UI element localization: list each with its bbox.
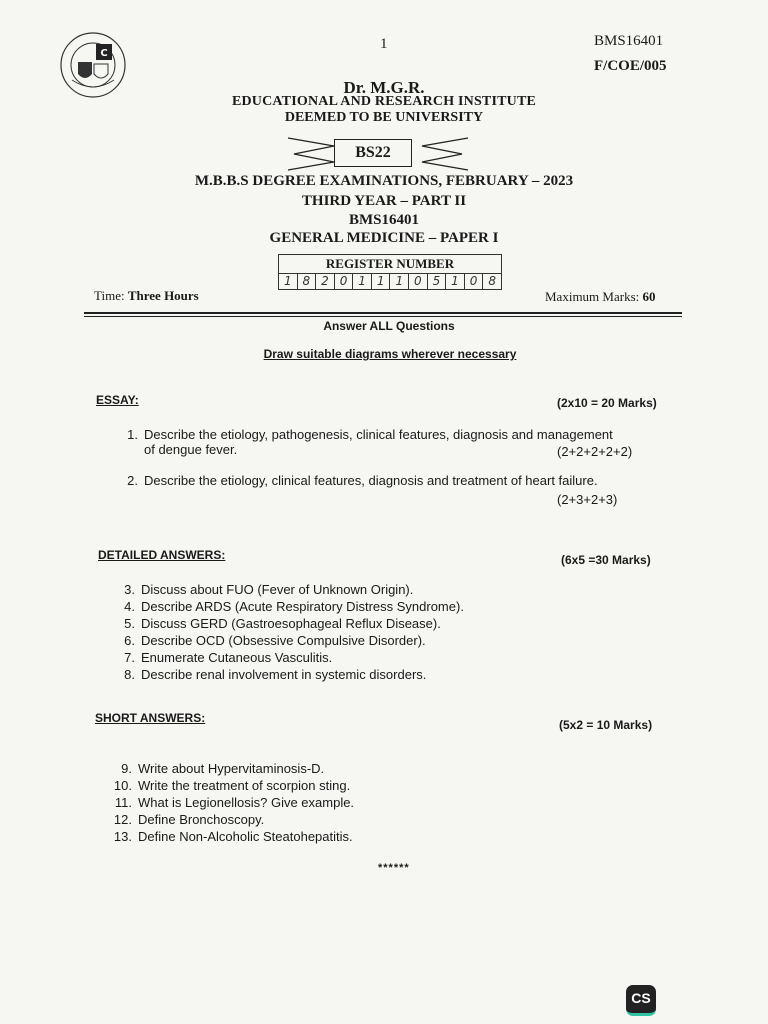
list-item <box>110 828 354 845</box>
question-number: 12. <box>113 812 132 827</box>
question-number: 11. <box>114 795 132 810</box>
question-number: 3. <box>124 582 135 597</box>
list-item <box>113 666 464 683</box>
register-number-digits <box>279 273 501 289</box>
register-digit: 0 <box>465 274 484 289</box>
question-text: Describe renal involvement in systemic disorders. <box>141 667 427 682</box>
header-divider-thin <box>84 316 682 317</box>
list-item <box>113 598 464 615</box>
register-digit: 8 <box>298 274 317 289</box>
header-divider <box>84 312 682 314</box>
question-2 <box>116 473 716 489</box>
question-text: Write the treatment of scorpion sting. <box>138 778 351 793</box>
question-text: Describe ARDS (Acute Respiratory Distress Syndrome). <box>141 599 464 614</box>
question-text: Describe the etiology, pathogenesis, clinical features, diagnosis and management <box>144 427 613 442</box>
register-digit: 5 <box>428 274 447 289</box>
page-number: 1 <box>380 36 388 52</box>
institute-name: Dr. M.G.R. <box>343 78 425 97</box>
register-digit: 0 <box>409 274 428 289</box>
end-marker: ****** <box>378 862 410 874</box>
question-number: 8. <box>124 667 135 682</box>
batch-code: BS22 <box>334 139 412 167</box>
subject-code: BMS16401 <box>348 212 419 228</box>
instruction-answer-all: Answer ALL Questions <box>323 319 455 333</box>
register-digit: 1 <box>390 274 409 289</box>
question-text: Describe OCD (Obsessive Compulsive Disorder). <box>141 633 426 648</box>
register-digit: 2 <box>316 274 335 289</box>
essay-marks: (2x10 = 20 Marks) <box>557 396 657 410</box>
exam-year: THIRD YEAR – PART II <box>301 193 467 209</box>
question-text: Write about Hypervitaminosis-D. <box>138 761 325 776</box>
list-item <box>113 581 464 598</box>
register-digit: 1 <box>446 274 465 289</box>
register-digit: 1 <box>279 274 298 289</box>
question-text: Enumerate Cutaneous Vasculitis. <box>141 650 333 665</box>
register-number-box <box>278 254 502 290</box>
question-number: 6. <box>124 633 135 648</box>
question-number: 1. <box>127 427 138 442</box>
detailed-questions-list <box>113 581 464 683</box>
question-text: Discuss GERD (Gastroesophageal Reflux Disease). <box>141 616 441 631</box>
exam-title: M.B.B.S DEGREE EXAMINATIONS, FEBRUARY – 2023 <box>194 173 574 189</box>
question-1-marks-split: (2+2+2+2+2) <box>557 444 633 459</box>
short-answers-marks: (5x2 = 10 Marks) <box>559 718 653 732</box>
batch-code-banner <box>286 134 470 174</box>
detailed-answers-marks: (6x5 =30 Marks) <box>561 553 651 567</box>
marks-value: 60 <box>642 289 656 304</box>
time-allowed <box>94 288 199 304</box>
maximum-marks <box>545 289 656 305</box>
question-number: 10. <box>113 778 132 793</box>
time-label: Time: <box>94 288 128 303</box>
marks-label: Maximum Marks: <box>545 289 643 304</box>
list-item <box>113 615 464 632</box>
question-number: 4. <box>124 599 135 614</box>
register-digit: 1 <box>353 274 372 289</box>
short-answers-heading: SHORT ANSWERS: <box>95 711 206 725</box>
subject-code-top: BMS16401 <box>594 33 664 49</box>
register-digit: 8 <box>488 274 496 288</box>
question-number: 9. <box>121 761 132 776</box>
list-item <box>110 777 354 794</box>
institute-line-2: EDUCATIONAL AND RESEARCH INSTITUTE <box>231 94 537 109</box>
institute-line-3: DEEMED TO BE UNIVERSITY <box>284 110 484 125</box>
list-item <box>110 794 354 811</box>
register-number-label: REGISTER NUMBER <box>325 256 455 271</box>
camscanner-icon: CS <box>626 985 656 1016</box>
question-number: 5. <box>124 616 135 631</box>
question-text: Define Non-Alcoholic Steatohepatitis. <box>138 829 353 844</box>
short-questions-list <box>110 760 354 845</box>
paper-title: GENERAL MEDICINE – PAPER I <box>269 230 499 246</box>
question-text: Describe the etiology, clinical features, diagnosis and treatment of heart failure. <box>144 473 598 488</box>
question-2-marks-split: (2+3+2+3) <box>557 492 618 507</box>
list-item <box>110 760 354 777</box>
question-text: What is Legionellosis? Give example. <box>138 795 355 810</box>
list-item <box>113 632 464 649</box>
list-item <box>110 811 354 828</box>
detailed-answers-heading: DETAILED ANSWERS: <box>98 548 226 562</box>
essay-heading: ESSAY: <box>96 393 139 407</box>
instruction-diagrams: Draw suitable diagrams wherever necessary <box>263 347 517 361</box>
document-code: F/COE/005 <box>594 58 667 74</box>
time-value: Three Hours <box>127 288 199 303</box>
question-number: 13. <box>113 829 132 844</box>
svg-text:C: C <box>100 48 108 59</box>
question-1 <box>116 427 716 443</box>
question-text: Discuss about FUO (Fever of Unknown Origin). <box>141 582 414 597</box>
question-number: 2. <box>127 473 138 488</box>
list-item <box>113 649 464 666</box>
question-text: Define Bronchoscopy. <box>138 812 265 827</box>
register-digit: 1 <box>372 274 391 289</box>
question-1-continued: of dengue fever. <box>144 442 238 457</box>
question-number: 7. <box>124 650 135 665</box>
register-digit: 0 <box>335 274 354 289</box>
